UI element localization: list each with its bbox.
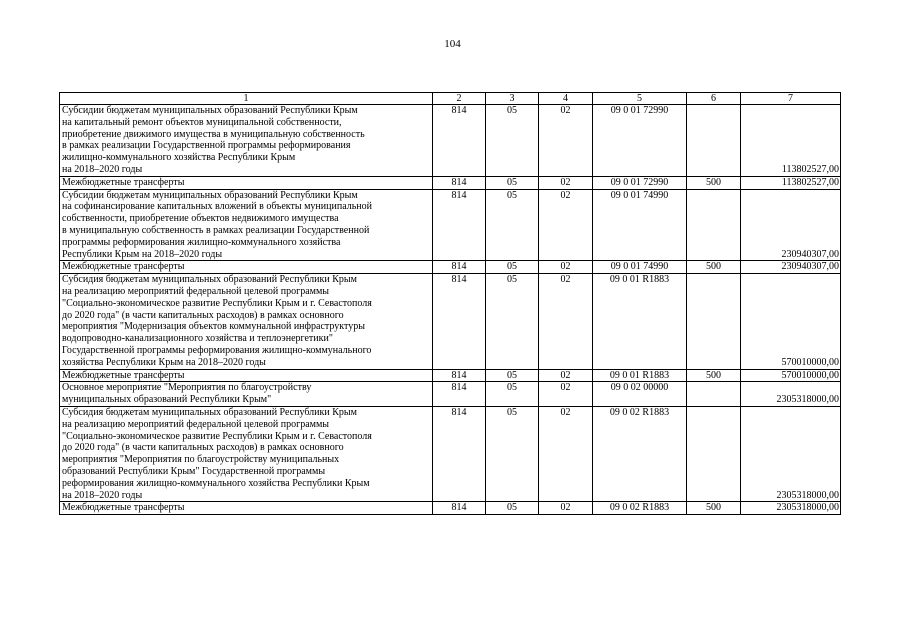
amount-value: 570010000,00 [741,274,841,369]
amount-value: 113802527,00 [741,105,841,177]
target-article-code: 09 0 02 00000 [593,382,687,407]
row-description: Основное мероприятие "Мероприятия по благоустройству муниципальных образований Республики Крым" [60,382,433,407]
ministry-code: 814 [433,274,486,369]
expense-type-code [687,274,741,369]
table-row [60,176,841,189]
amount-value: 2305318000,00 [741,502,841,515]
table-row [60,406,841,501]
amount-value: 230940307,00 [741,189,841,261]
ministry-code: 814 [433,502,486,515]
column-header: 1 [60,93,433,105]
table-row [60,382,841,407]
subsection-code: 02 [539,261,593,274]
subsection-code: 02 [539,176,593,189]
amount-value: 2305318000,00 [741,382,841,407]
budget-table [59,92,841,515]
amount-value: 2305318000,00 [741,406,841,501]
subsection-code: 02 [539,406,593,501]
column-header: 2 [433,93,486,105]
row-description: Субсидии бюджетам муниципальных образований Республики Крым на капитальный ремонт объектов муниципальной собственности, приобретение движимого имущества в муниципальную собственность в рамках реализации Государственной программы реформирования жилищно-коммунального хозяйства Республики Крым на 2018–2020 годы [60,105,433,177]
target-article-code: 09 0 01 R1883 [593,274,687,369]
section-code: 05 [486,406,539,501]
column-header: 7 [741,93,841,105]
ministry-code: 814 [433,261,486,274]
row-description: Межбюджетные трансферты [60,261,433,274]
ministry-code: 814 [433,176,486,189]
section-code: 05 [486,105,539,177]
subsection-code: 02 [539,105,593,177]
column-header: 3 [486,93,539,105]
section-code: 05 [486,261,539,274]
section-code: 05 [486,189,539,261]
section-code: 05 [486,382,539,407]
subsection-code: 02 [539,382,593,407]
ministry-code: 814 [433,406,486,501]
row-description: Субсидия бюджетам муниципальных образований Республики Крым на реализацию мероприятий федеральной целевой программы "Социально-экономическое развитие Республики Крым и г. Севастополя до 2020 года" (в части капитальных расходов) в рамках основного мероприятия "Мероприятия по благоустройству муниципальных образований Республики Крым" Государственной программы реформирования жилищно-коммунального хозяйства Республики Крым на 2018–2020 годы [60,406,433,501]
page-number: 104 [444,38,461,50]
table-row [60,274,841,369]
subsection-code: 02 [539,369,593,382]
amount-value: 113802527,00 [741,176,841,189]
subsection-code: 02 [539,502,593,515]
expense-type-code: 500 [687,261,741,274]
row-description: Межбюджетные трансферты [60,502,433,515]
subsection-code: 02 [539,189,593,261]
expense-type-code: 500 [687,369,741,382]
expense-type-code: 500 [687,502,741,515]
target-article-code: 09 0 01 72990 [593,176,687,189]
row-description: Межбюджетные трансферты [60,176,433,189]
expense-type-code [687,105,741,177]
target-article-code: 09 0 02 R1883 [593,406,687,501]
amount-value: 230940307,00 [741,261,841,274]
table-row [60,369,841,382]
target-article-code: 09 0 01 74990 [593,189,687,261]
column-header: 6 [687,93,741,105]
row-description: Субсидия бюджетам муниципальных образований Республики Крым на реализацию мероприятий федеральной целевой программы "Социально-экономическое развитие Республики Крым и г. Севастополя до 2020 года" (в части капитальных расходов) в рамках основного мероприятия "Модернизация объектов коммунальной инфраструктуры водопроводно-канализационного хозяйства и теплоэнергетики" Государственной программы реформирования жилищно-коммунального хозяйства Республики Крым на 2018–2020 годы [60,274,433,369]
column-header: 4 [539,93,593,105]
target-article-code: 09 0 02 R1883 [593,502,687,515]
table-row [60,261,841,274]
row-description: Субсидии бюджетам муниципальных образований Республики Крым на софинансирование капитальных вложений в объекты муниципальной собственности, приобретение объектов недвижимого имущества в муниципальную собственность в рамках реализации Государственной программы реформирования жилищно-коммунального хозяйства Республики Крым на 2018–2020 годы [60,189,433,261]
expense-type-code: 500 [687,176,741,189]
ministry-code: 814 [433,189,486,261]
ministry-code: 814 [433,382,486,407]
target-article-code: 09 0 01 74990 [593,261,687,274]
header-row [60,93,841,105]
ministry-code: 814 [433,105,486,177]
expense-type-code [687,406,741,501]
ministry-code: 814 [433,369,486,382]
expense-type-code [687,382,741,407]
table-row [60,502,841,515]
section-code: 05 [486,369,539,382]
section-code: 05 [486,176,539,189]
section-code: 05 [486,274,539,369]
section-code: 05 [486,502,539,515]
subsection-code: 02 [539,274,593,369]
table-row [60,105,841,177]
amount-value: 570010000,00 [741,369,841,382]
column-header: 5 [593,93,687,105]
expense-type-code [687,189,741,261]
target-article-code: 09 0 01 R1883 [593,369,687,382]
row-description: Межбюджетные трансферты [60,369,433,382]
target-article-code: 09 0 01 72990 [593,105,687,177]
table-row [60,189,841,261]
